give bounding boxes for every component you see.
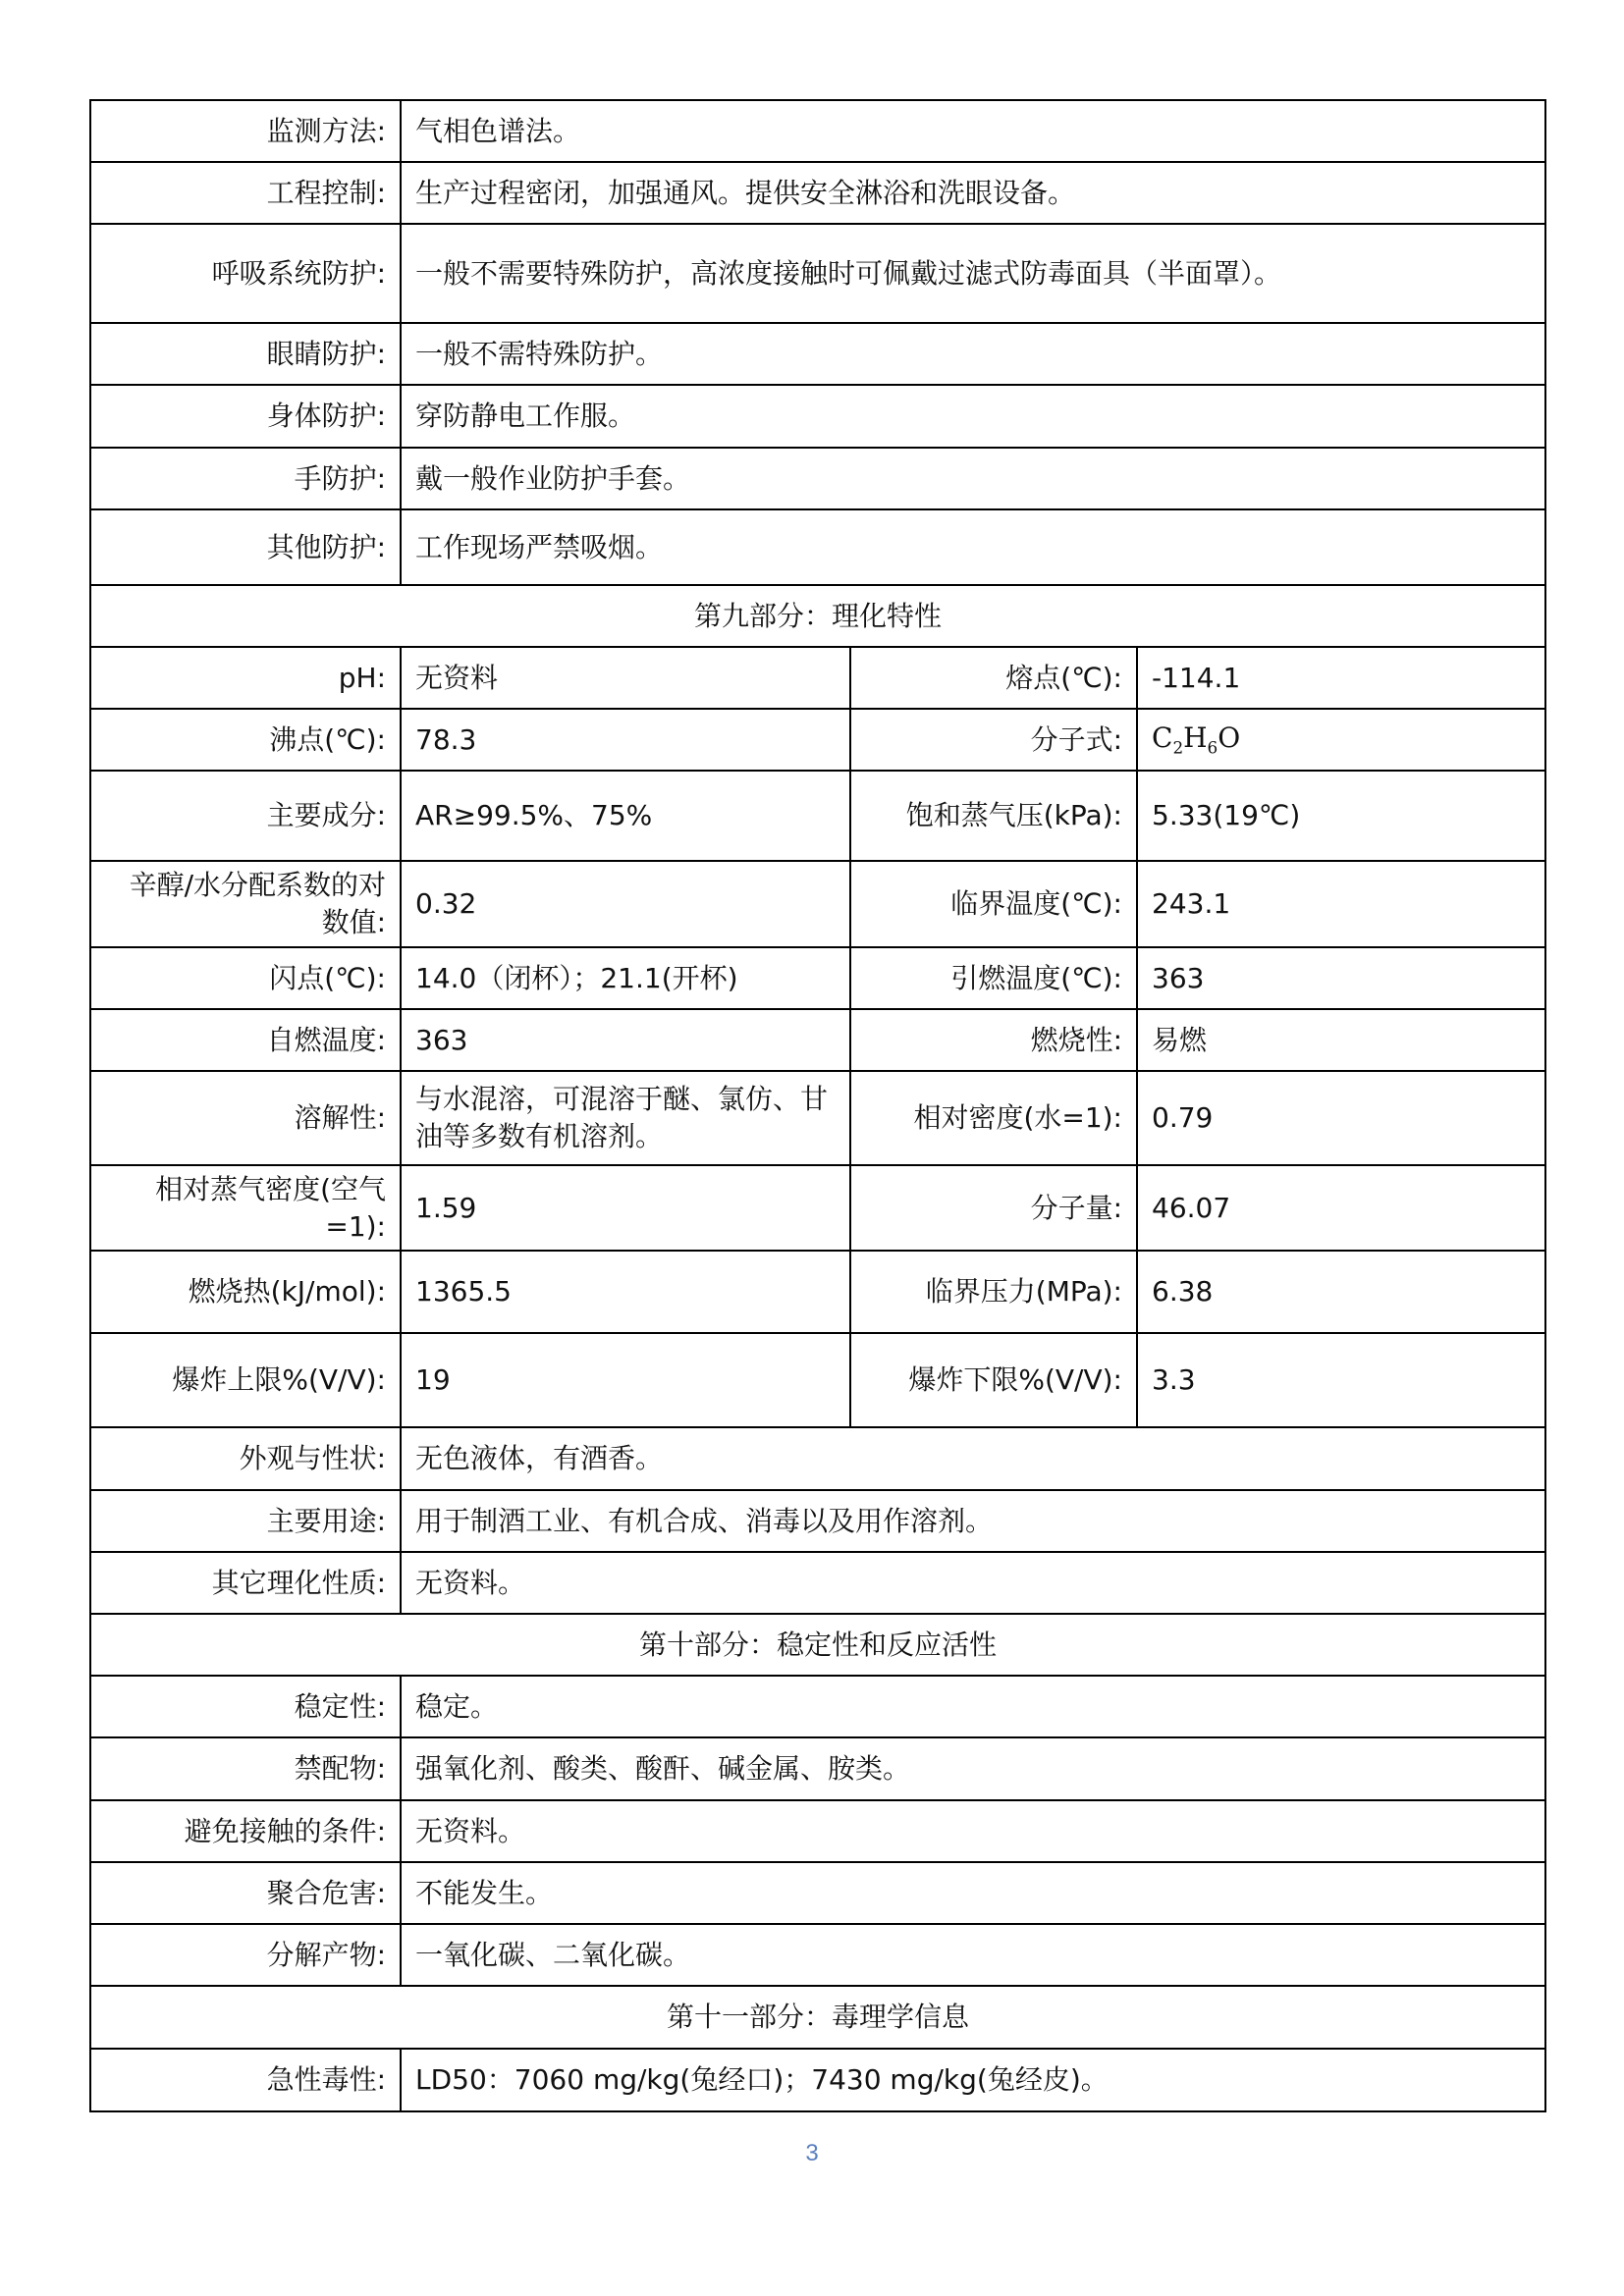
appearance-label: 外观与性状: [90,1427,401,1490]
table-row [90,1009,1545,1071]
flash-point-value: 14.0（闭杯）；21.1(开杯) [401,947,850,1009]
main-component-value: AR≥99.5%、75% [401,771,850,861]
table-row [90,1490,1545,1552]
other-properties-label: 其它理化性质: [90,1552,401,1614]
engineering-control-label: 工程控制: [90,162,401,224]
table-row [90,1800,1545,1862]
table-row [90,1676,1545,1737]
main-component-label: 主要成分: [90,771,401,861]
table-row [90,947,1545,1009]
formula-value: $C_2H_6O$ [1137,709,1545,771]
hand-protection-value: 戴一般作业防护手套。 [401,448,1545,509]
table-row [90,448,1545,509]
body-protection-label: 身体防护: [90,385,401,448]
critical-temp-label: 临界温度(℃): [850,861,1137,947]
boiling-point-label: 沸点(℃): [90,709,401,771]
table-row [90,224,1545,323]
table-row [90,1552,1545,1614]
respiratory-protection-value: 一般不需要特殊防护，高浓度接触时可佩戴过滤式防毒面具（半面罩）。 [401,224,1545,323]
eye-protection-label: 眼睛防护: [90,323,401,385]
table-row [90,861,1545,947]
body-protection-value: 穿防静电工作服。 [401,385,1545,448]
flammability-value: 易燃 [1137,1009,1545,1071]
page-number: 3 [805,2140,819,2166]
section-9-title: 第九部分：理化特性 [90,585,1545,647]
formula-label: 分子式: [850,709,1137,771]
main-use-value: 用于制酒工业、有机合成、消毒以及用作溶剂。 [401,1490,1545,1552]
other-properties-value: 无资料。 [401,1552,1545,1614]
ph-value: 无资料 [401,647,850,709]
upper-explosive-limit-value: 19 [401,1333,850,1427]
other-protection-label: 其他防护: [90,509,401,585]
hand-protection-label: 手防护: [90,448,401,509]
table-row [90,509,1545,585]
solubility-value: 与水混溶，可混溶于醚、氯仿、甘油等多数有机溶剂。 [401,1071,850,1165]
molecular-weight-label: 分子量: [850,1165,1137,1251]
table-row [90,709,1545,771]
log-kow-label: 辛醇/水分配系数的对数值: [90,861,401,947]
table-row [90,1986,1545,2049]
monitoring-method-label: 监测方法: [90,100,401,162]
relative-density-value: 0.79 [1137,1071,1545,1165]
table-row [90,385,1545,448]
table-row [90,1737,1545,1800]
table-row [90,1614,1545,1676]
table-row [90,1165,1545,1251]
upper-explosive-limit-label: 爆炸上限%(V/V): [90,1333,401,1427]
acute-toxicity-value: LD50：7060 mg/kg(兔经口)；7430 mg/kg(兔经皮)。 [401,2049,1545,2111]
other-protection-value: 工作现场严禁吸烟。 [401,509,1545,585]
ph-label: pH: [90,647,401,709]
table-row [90,162,1545,224]
decomposition-products-value: 一氧化碳、二氧化碳。 [401,1924,1545,1986]
vapor-density-label: 相对蒸气密度(空气=1): [90,1165,401,1251]
autoignition-temp-value: 363 [401,1009,850,1071]
vapor-pressure-value: 5.33(19℃) [1137,771,1545,861]
table-row [90,323,1545,385]
critical-pressure-label: 临界压力(MPa): [850,1251,1137,1333]
conditions-to-avoid-label: 避免接触的条件: [90,1800,401,1862]
melting-point-label: 熔点(℃): [850,647,1137,709]
boiling-point-value: 78.3 [401,709,850,771]
main-use-label: 主要用途: [90,1490,401,1552]
stability-value: 稳定。 [401,1676,1545,1737]
ignition-temp-label: 引燃温度(℃): [850,947,1137,1009]
flammability-label: 燃烧性: [850,1009,1137,1071]
incompatible-materials-value: 强氧化剂、酸类、酸酐、碱金属、胺类。 [401,1737,1545,1800]
table-row [90,1924,1545,1986]
monitoring-method-value: 气相色谱法。 [401,100,1545,162]
autoignition-temp-label: 自燃温度: [90,1009,401,1071]
log-kow-value: 0.32 [401,861,850,947]
table-row [90,771,1545,861]
conditions-to-avoid-value: 无资料。 [401,1800,1545,1862]
relative-density-label: 相对密度(水=1): [850,1071,1137,1165]
table-row [90,1071,1545,1165]
table-row [90,647,1545,709]
flash-point-label: 闪点(℃): [90,947,401,1009]
table-row [90,585,1545,647]
section-10-title: 第十部分：稳定性和反应活性 [90,1614,1545,1676]
solubility-label: 溶解性: [90,1071,401,1165]
engineering-control-value: 生产过程密闭，加强通风。提供安全淋浴和洗眼设备。 [401,162,1545,224]
stability-label: 稳定性: [90,1676,401,1737]
polymerization-hazard-value: 不能发生。 [401,1862,1545,1924]
incompatible-materials-label: 禁配物: [90,1737,401,1800]
lower-explosive-limit-label: 爆炸下限%(V/V): [850,1333,1137,1427]
appearance-value: 无色液体，有酒香。 [401,1427,1545,1490]
eye-protection-value: 一般不需特殊防护。 [401,323,1545,385]
table-row [90,2049,1545,2111]
melting-point-value: -114.1 [1137,647,1545,709]
molecular-weight-value: 46.07 [1137,1165,1545,1251]
decomposition-products-label: 分解产物: [90,1924,401,1986]
respiratory-protection-label: 呼吸系统防护: [90,224,401,323]
table-row [90,1862,1545,1924]
section-11-title: 第十一部分：毒理学信息 [90,1986,1545,2049]
vapor-pressure-label: 饱和蒸气压(kPa): [850,771,1137,861]
ignition-temp-value: 363 [1137,947,1545,1009]
heat-of-combustion-label: 燃烧热(kJ/mol): [90,1251,401,1333]
msds-table [89,99,1546,2112]
heat-of-combustion-value: 1365.5 [401,1251,850,1333]
critical-pressure-value: 6.38 [1137,1251,1545,1333]
lower-explosive-limit-value: 3.3 [1137,1333,1545,1427]
table-row [90,1427,1545,1490]
critical-temp-value: 243.1 [1137,861,1545,947]
polymerization-hazard-label: 聚合危害: [90,1862,401,1924]
vapor-density-value: 1.59 [401,1165,850,1251]
acute-toxicity-label: 急性毒性: [90,2049,401,2111]
table-row [90,1251,1545,1333]
table-row [90,100,1545,162]
table-row [90,1333,1545,1427]
